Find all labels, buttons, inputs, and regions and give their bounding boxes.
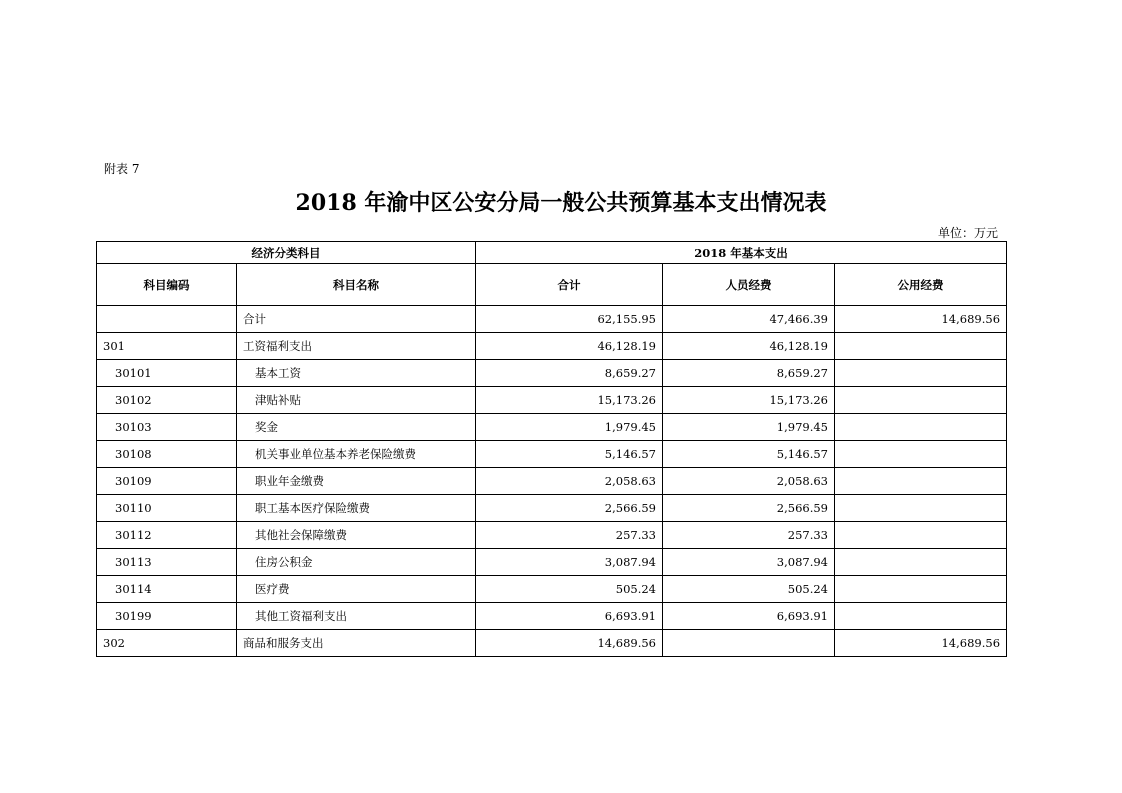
- public-cell: [835, 333, 1007, 360]
- total-cell: 2,058.63: [476, 468, 663, 495]
- subject-code-cell: 30199: [97, 603, 237, 630]
- table-body: [97, 306, 1007, 657]
- public-cell: 14,689.56: [835, 630, 1007, 657]
- subject-name-cell: 奖金: [237, 414, 476, 441]
- table-row: [97, 630, 1007, 657]
- total-cell: 15,173.26: [476, 387, 663, 414]
- personnel-cell: 257.33: [663, 522, 835, 549]
- subject-code-cell: 30108: [97, 441, 237, 468]
- table-row: [97, 603, 1007, 630]
- subject-code-cell: 30110: [97, 495, 237, 522]
- personnel-cell: 6,693.91: [663, 603, 835, 630]
- table-row: [97, 522, 1007, 549]
- personnel-cell: 505.24: [663, 576, 835, 603]
- subject-name-cell: 商品和服务支出: [237, 630, 476, 657]
- public-cell: [835, 468, 1007, 495]
- personnel-cell: 15,173.26: [663, 387, 835, 414]
- basic-expenditure-header: 2018 年基本支出: [476, 242, 1007, 264]
- total-cell: 62,155.95: [476, 306, 663, 333]
- subject-code-cell: 30102: [97, 387, 237, 414]
- public-cell: [835, 522, 1007, 549]
- total-cell: 8,659.27: [476, 360, 663, 387]
- public-cell: [835, 576, 1007, 603]
- table-row: [97, 360, 1007, 387]
- public-cell: [835, 603, 1007, 630]
- subject-code-cell: 30114: [97, 576, 237, 603]
- total-cell: 14,689.56: [476, 630, 663, 657]
- subject-code-cell: 30109: [97, 468, 237, 495]
- subject-code-cell: 302: [97, 630, 237, 657]
- subject-code-cell: 30112: [97, 522, 237, 549]
- public-cell: [835, 495, 1007, 522]
- public-column-header: 公用经费: [835, 264, 1007, 306]
- subject-code-cell: 30113: [97, 549, 237, 576]
- personnel-cell: 8,659.27: [663, 360, 835, 387]
- subject-name-cell: 机关事业单位基本养老保险缴费: [237, 441, 476, 468]
- personnel-cell: 5,146.57: [663, 441, 835, 468]
- table-row: [97, 441, 1007, 468]
- table-row: [97, 468, 1007, 495]
- subject-name-cell: 职工基本医疗保险缴费: [237, 495, 476, 522]
- personnel-cell: 2,058.63: [663, 468, 835, 495]
- total-cell: 2,566.59: [476, 495, 663, 522]
- public-cell: [835, 414, 1007, 441]
- table-row: [97, 387, 1007, 414]
- total-cell: 1,979.45: [476, 414, 663, 441]
- subject-code-cell: [97, 306, 237, 333]
- unit-label: 单位：万元: [938, 226, 999, 240]
- subject-name-cell: 合计: [237, 306, 476, 333]
- table-row: [97, 576, 1007, 603]
- total-cell: 46,128.19: [476, 333, 663, 360]
- subject-name-cell: 职业年金缴费: [237, 468, 476, 495]
- total-column-header: 合计: [476, 264, 663, 306]
- subject-name-cell: 其他工资福利支出: [237, 603, 476, 630]
- personnel-cell: 1,979.45: [663, 414, 835, 441]
- total-cell: 257.33: [476, 522, 663, 549]
- total-cell: 6,693.91: [476, 603, 663, 630]
- personnel-column-header: 人员经费: [663, 264, 835, 306]
- page-title: 2018 年渝中区公安分局一般公共预算基本支出情况表: [295, 190, 827, 216]
- personnel-cell: 47,466.39: [663, 306, 835, 333]
- public-cell: [835, 387, 1007, 414]
- subject-name-cell: 其他社会保障缴费: [237, 522, 476, 549]
- table-row: [97, 306, 1007, 333]
- table-row: [97, 495, 1007, 522]
- subject-name-cell: 医疗费: [237, 576, 476, 603]
- total-cell: 5,146.57: [476, 441, 663, 468]
- budget-table: [96, 241, 1007, 657]
- public-cell: [835, 549, 1007, 576]
- total-cell: 505.24: [476, 576, 663, 603]
- subject-code-cell: 30103: [97, 414, 237, 441]
- public-cell: [835, 441, 1007, 468]
- personnel-cell: [663, 630, 835, 657]
- personnel-cell: 3,087.94: [663, 549, 835, 576]
- table-row: [97, 549, 1007, 576]
- appendix-label: 附表 7: [104, 162, 140, 176]
- table-row: [97, 414, 1007, 441]
- name-column-header: 科目名称: [237, 264, 476, 306]
- econ-category-header: 经济分类科目: [97, 242, 476, 264]
- code-column-header: 科目编码: [97, 264, 237, 306]
- table-row: [97, 333, 1007, 360]
- subject-code-cell: 30101: [97, 360, 237, 387]
- public-cell: [835, 360, 1007, 387]
- subject-code-cell: 301: [97, 333, 237, 360]
- subject-name-cell: 津贴补贴: [237, 387, 476, 414]
- subject-name-cell: 基本工资: [237, 360, 476, 387]
- subject-name-cell: 住房公积金: [237, 549, 476, 576]
- total-cell: 3,087.94: [476, 549, 663, 576]
- public-cell: 14,689.56: [835, 306, 1007, 333]
- personnel-cell: 46,128.19: [663, 333, 835, 360]
- subject-name-cell: 工资福利支出: [237, 333, 476, 360]
- personnel-cell: 2,566.59: [663, 495, 835, 522]
